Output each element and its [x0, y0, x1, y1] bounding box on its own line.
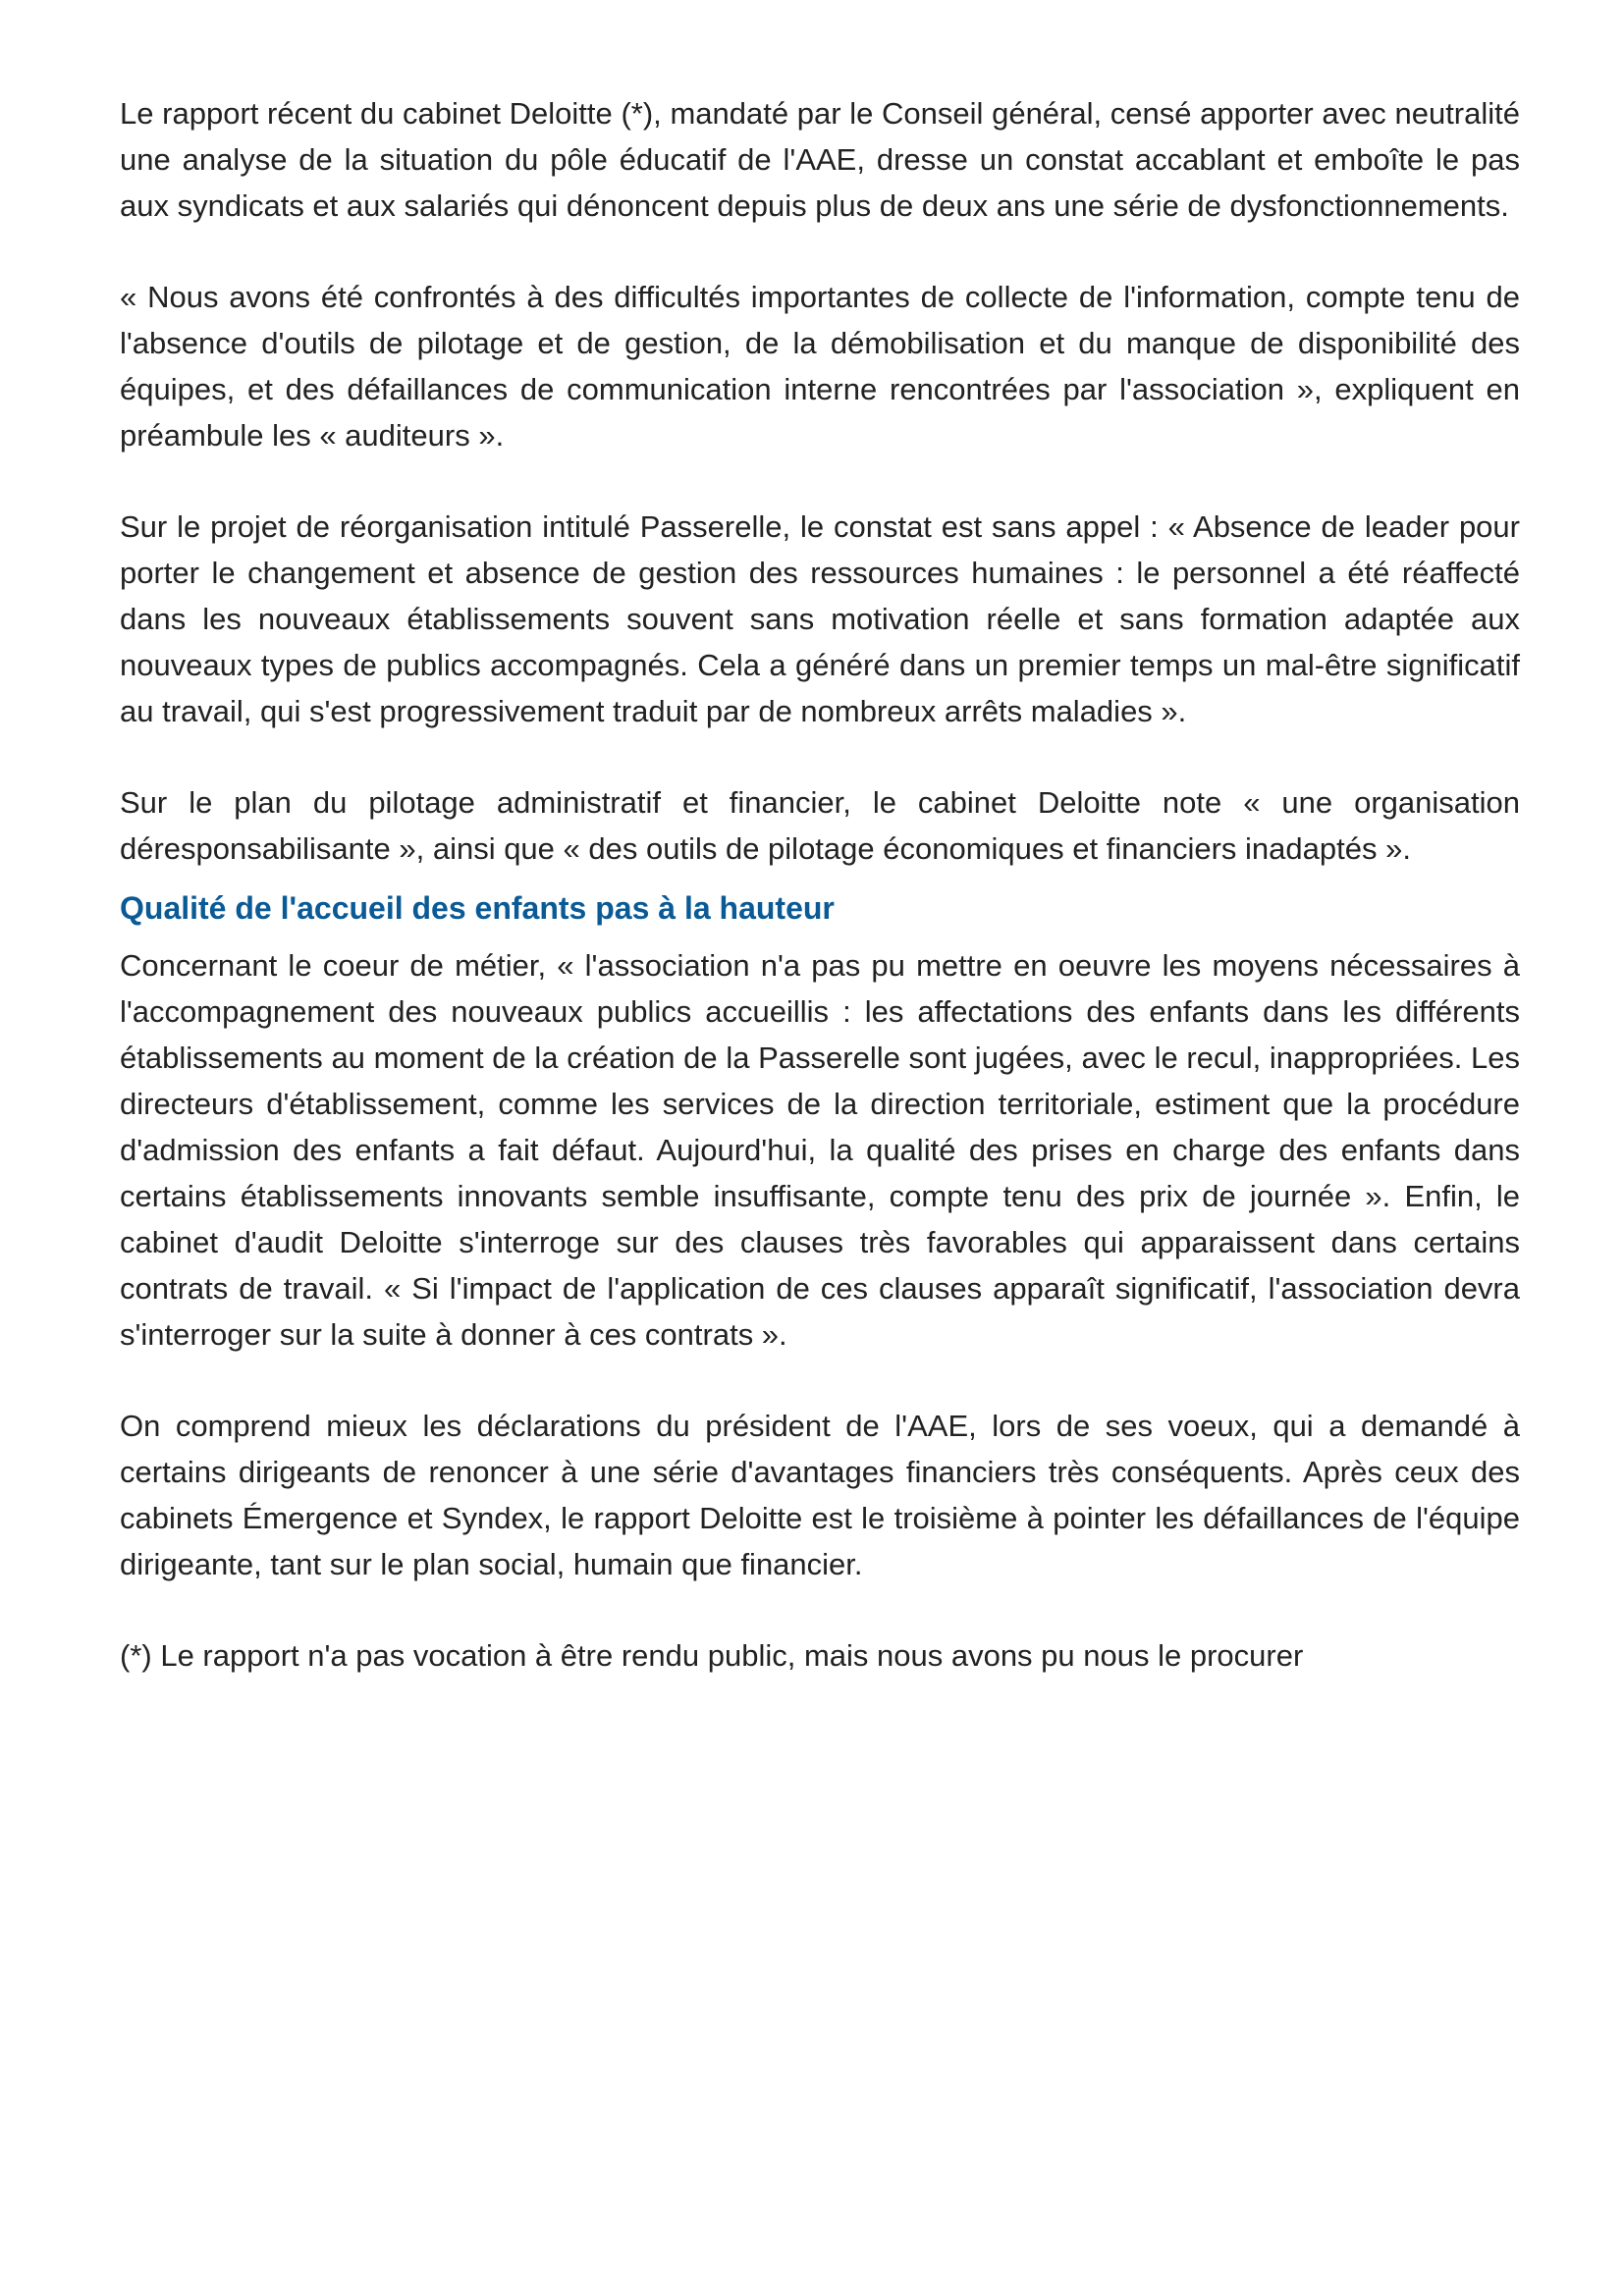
- paragraph-president-declarations: On comprend mieux les déclarations du président de l'AAE, lors de ses voeux, qui a demandé à certains dirigeants de renoncer à une série d'avantages financiers très conséquents. Après ceux des cabinets Émergence et Syndex, le rapport Deloitte est le troisième à pointer les défaillances de l'équipe dirigeante, tant sur le plan social, humain que financier.: [120, 1409, 1520, 1581]
- paragraph-intro: Le rapport récent du cabinet Deloitte (*), mandaté par le Conseil général, censé apporter avec neutralité une analyse de la situation du pôle éducatif de l'AAE, dresse un constat accablant et emboîte le pas aux syndicats et aux salariés qui dénoncent depuis plus de deux ans une série de dysfonctionnements.: [120, 96, 1520, 223]
- footnote: (*) Le rapport n'a pas vocation à être rendu public, mais nous avons pu nous le procurer: [120, 1638, 1304, 1673]
- paragraph-auditors-quote: « Nous avons été confrontés à des difficultés importantes de collecte de l'information, compte tenu de l'absence d'outils de pilotage et de gestion, de la démobilisation et du manque de disponibilité des équipes, et des défaillances de communication interne rencontrées par l'association », expliquent en préambule les « auditeurs ».: [120, 280, 1520, 453]
- document-page: [120, 90, 1520, 1679]
- section-heading: Qualité de l'accueil des enfants pas à la hauteur: [120, 890, 835, 926]
- paragraph-coeur-de-metier: Concernant le coeur de métier, « l'association n'a pas pu mettre en oeuvre les moyens nécessaires à l'accompagnement des nouveaux publics accueillis : les affectations des enfants dans les différents établissements au moment de la création de la Passerelle sont jugées, avec le recul, inappropriées. Les directeurs d'établissement, comme les services de la direction territoriale, estiment que la procédure d'admission des enfants a fait défaut. Aujourd'hui, la qualité des prises en charge des enfants dans certains établissements innovants semble insuffisante, compte tenu des prix de journée ». Enfin, le cabinet d'audit Deloitte s'interroge sur des clauses très favorables qui apparaissent dans certains contrats de travail. « Si l'impact de l'application de ces clauses apparaît significatif, l'association devra s'interroger sur la suite à donner à ces contrats ».: [120, 948, 1520, 1352]
- paragraph-pilotage: Sur le plan du pilotage administratif et financier, le cabinet Deloitte note « une organisation déresponsabilisante », ainsi que « des outils de pilotage économiques et financiers inadaptés ».: [120, 785, 1520, 866]
- paragraph-passerelle: Sur le projet de réorganisation intitulé Passerelle, le constat est sans appel : « Absence de leader pour porter le changement et absence de gestion des ressources humaines : le personnel a été réaffecté dans les nouveaux établissements souvent sans motivation réelle et sans formation adaptée aux nouveaux types de publics accompagnés. Cela a généré dans un premier temps un mal-être significatif au travail, qui s'est progressivement traduit par de nombreux arrêts maladies ».: [120, 509, 1520, 728]
